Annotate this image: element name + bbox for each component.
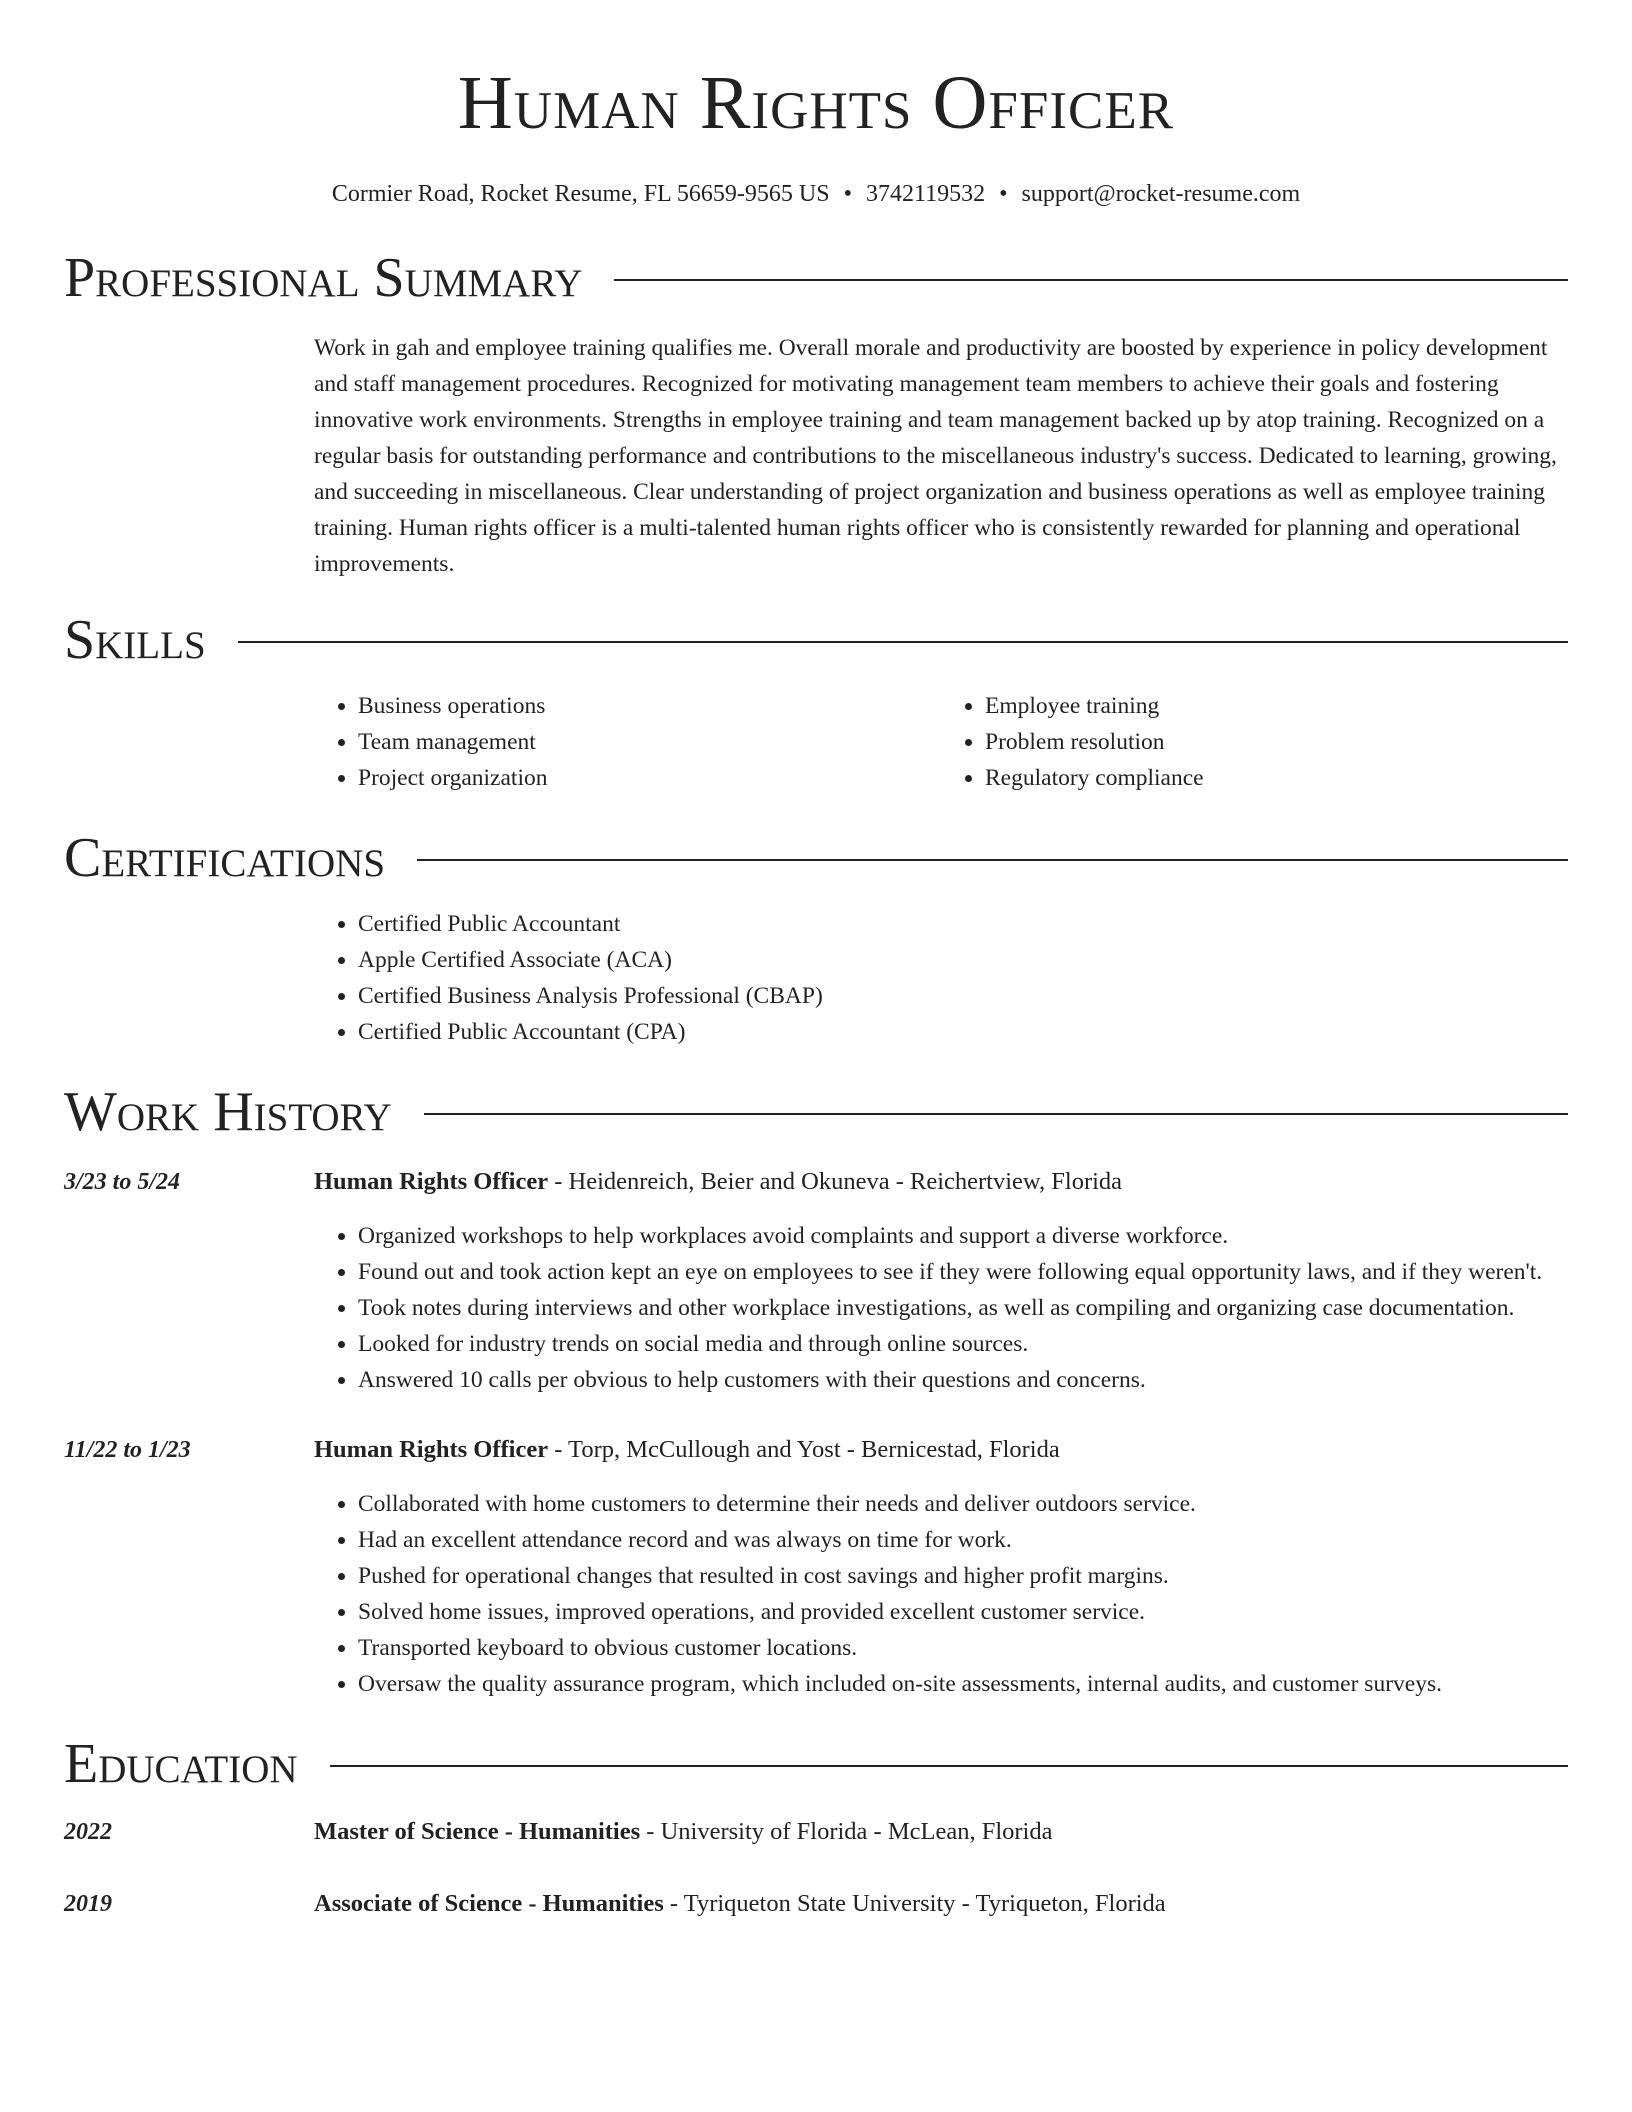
education-heading-row: [64, 1732, 1568, 1796]
job-bullet: • Answered 10 calls per obvious to help customers with their questions and concerns.: [358, 1362, 1568, 1398]
skill-item: • Employee training: [985, 688, 1568, 724]
summary-section: [64, 246, 1568, 582]
summary-heading: Professional Summary: [64, 247, 583, 309]
skills-list-right: [941, 688, 1568, 796]
contact-phone: 3742119532: [865, 181, 986, 207]
job-body: [314, 1164, 1568, 1398]
certifications-list-wrap: [314, 906, 1568, 1050]
job-employer: - Torp, McCullough and Yost - Bernicestad, Florida: [548, 1436, 1060, 1463]
job-entry: [64, 1164, 1568, 1398]
contact-address: Cormier Road, Rocket Resume, FL 56659-9565 US: [331, 181, 830, 207]
education-year: 2022: [64, 1819, 112, 1845]
job-title-line: [314, 1432, 1568, 1468]
job-bullet: • Organized workshops to help workplaces avoid complaints and support a diverse workforce.: [358, 1218, 1568, 1254]
skill-item: • Project organization: [358, 760, 941, 796]
job-bullet: • Looked for industry trends on social media and through online sources.: [358, 1326, 1568, 1362]
certification-item: • Apple Certified Associate (ACA): [358, 942, 1568, 978]
skill-item: • Regulatory compliance: [985, 760, 1568, 796]
education-heading: Education: [64, 1733, 298, 1795]
education-year: 2019: [64, 1891, 112, 1917]
section-divider: [424, 1113, 1568, 1115]
education-degree: Master of Science - Humanities: [314, 1818, 641, 1845]
skills-grid: [314, 688, 1568, 796]
education-body: [314, 1814, 1568, 1850]
certification-item: • Certified Public Accountant (CPA): [358, 1014, 1568, 1050]
certification-item: • Certified Business Analysis Professional (CBAP): [358, 978, 1568, 1014]
education-line: [314, 1814, 1568, 1850]
job-bullet: • Took notes during interviews and other workplace investigations, as well as compiling and organizing case documentation.: [358, 1290, 1568, 1326]
job-bullet: • Found out and took action kept an eye on employees to see if they were following equal opportunity laws, and if they weren't.: [358, 1254, 1568, 1290]
job-bullet: • Solved home issues, improved operations, and provided excellent customer service.: [358, 1594, 1568, 1630]
work-heading-row: [64, 1080, 1568, 1144]
section-divider: [614, 279, 1568, 281]
education-line: [314, 1886, 1568, 1922]
education-body: [314, 1886, 1568, 1922]
certifications-section: [64, 826, 1568, 1050]
job-bullet: • Transported keyboard to obvious customer locations.: [358, 1630, 1568, 1666]
education-school: - University of Florida - McLean, Florida: [640, 1818, 1053, 1845]
job-body: [314, 1432, 1568, 1702]
skills-list-left: [314, 688, 941, 796]
contact-line: [64, 178, 1568, 210]
job-bullet: • Collaborated with home customers to determine their needs and deliver outdoors service.: [358, 1486, 1568, 1522]
skills-heading: Skills: [64, 609, 206, 671]
work-history-section: [64, 1080, 1568, 1702]
candidate-name: Human Rights Officer: [457, 61, 1175, 145]
contact-separator: •: [843, 181, 852, 207]
education-entry: [64, 1886, 1568, 1922]
job-dates: 11/22 to 1/23: [64, 1437, 191, 1463]
work-heading: Work History: [64, 1081, 392, 1143]
job-entry: [64, 1432, 1568, 1702]
certifications-heading-row: [64, 826, 1568, 890]
education-degree: Associate of Science - Humanities: [314, 1890, 664, 1917]
job-title-line: [314, 1164, 1568, 1200]
job-dates: 3/23 to 5/24: [64, 1169, 181, 1195]
job-title: Human Rights Officer: [314, 1168, 549, 1195]
job-bullets: [314, 1218, 1568, 1398]
section-divider: [238, 641, 1568, 643]
job-employer: - Heidenreich, Beier and Okuneva - Reichertview, Florida: [548, 1168, 1123, 1195]
contact-separator: •: [999, 181, 1008, 207]
job-bullets: [314, 1486, 1568, 1702]
section-divider: [417, 859, 1568, 861]
section-divider: [330, 1765, 1568, 1767]
certification-item: • Certified Public Accountant: [358, 906, 1568, 942]
skill-item: • Business operations: [358, 688, 941, 724]
summary-text: Work in gah and employee training qualifies me. Overall morale and productivity are boosted by experience in policy development and staff management procedures. Recognized for motivating management team members to achieve their goals and fostering innovative work environments. Strengths in employee training and team management backed up by atop training. Recognized on a regular basis for outstanding performance and contributions to the miscellaneous industry's success. Dedicated to learning, growing, and succeeding in miscellaneous. Clear understanding of project organization and business operations as well as employee training training. Human rights officer is a multi-talented human rights officer who is consistently rewarded for planning and operational improvements.: [314, 335, 1557, 577]
education-section: [64, 1732, 1568, 1922]
skill-item: • Problem resolution: [985, 724, 1568, 760]
skill-item: • Team management: [358, 724, 941, 760]
job-bullet: • Oversaw the quality assurance program, which included on-site assessments, internal audits, and customer surveys.: [358, 1666, 1568, 1702]
summary-heading-row: [64, 246, 1568, 310]
job-bullet: • Pushed for operational changes that resulted in cost savings and higher profit margins.: [358, 1558, 1568, 1594]
job-bullet: • Had an excellent attendance record and was always on time for work.: [358, 1522, 1568, 1558]
skills-section: [64, 608, 1568, 796]
skills-heading-row: [64, 608, 1568, 672]
certifications-list: [314, 906, 1568, 1050]
job-title: Human Rights Officer: [314, 1436, 549, 1463]
education-school: - Tyriqueton State University - Tyriqueton, Florida: [663, 1890, 1166, 1917]
certifications-heading: Certifications: [64, 827, 386, 889]
education-entry: [64, 1814, 1568, 1850]
contact-email[interactable]: support@rocket-resume.com: [1021, 181, 1301, 207]
